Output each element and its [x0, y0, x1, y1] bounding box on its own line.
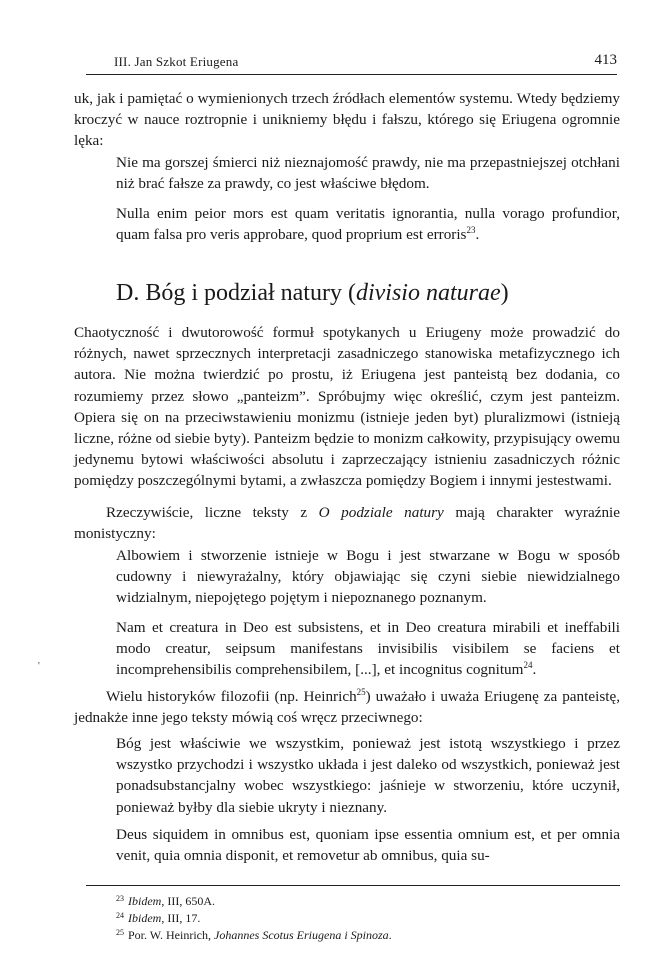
quote-4-end: .: [532, 661, 537, 679]
footnote-ref-23: 23: [466, 225, 476, 236]
section-title-suffix: ): [500, 280, 509, 306]
footnote-25-rest: .: [388, 928, 392, 942]
paragraph-3-after: mają charakter wyraźnie monistyczny:: [74, 504, 621, 543]
quote-5-polish: Bóg jest właściwie we wszystkim, ponieważ jest istotą wszystkiego i przez wszystko przychodzi i wszystko układa i jest daleko od wszystkich, ponieważ jest ponadsubstancjalny wobec wszystkiego: jaśnieje w stworzeniu, które uczynił, ponieważ byłby dla siebie ukryty i nieznany.: [116, 735, 620, 816]
footnote-ref-24: 24: [523, 660, 533, 671]
quote-4-text: Nam et creatura in Deo est subsistens, et in Deo creatura mirabili et ineffabili modo creatur, seipsum manifestans invisibilis visibilem se faciens et incomprehensibilis comprehensibilem, [...], et incognitus cognitum: [116, 619, 620, 679]
footnote-divider: [86, 885, 620, 886]
footnote-25-italic: Johannes Scotus Eriugena i Spinoza: [214, 928, 389, 942]
paragraph-4-before: Wielu historyków filozofii (np. Heinrich: [106, 688, 357, 705]
paragraph-4: [74, 686, 620, 728]
footnote-25-plain: Por. W. Heinrich,: [128, 928, 214, 942]
footnote-24-italic: Ibidem: [128, 911, 162, 925]
footnote-23: [116, 894, 215, 909]
running-header: [86, 52, 617, 75]
page-number: 413: [594, 52, 617, 68]
footnote-23-italic: Ibidem: [128, 894, 162, 908]
footnote-25: [116, 928, 392, 943]
quote-2-text: Nulla enim peior mors est quam veritatis ignorantia, nulla vorago profundior, quam falsa pro veris approbare, quod proprium est erroris: [116, 205, 620, 244]
footnote-24: [116, 911, 200, 926]
paragraph-3-before: Rzeczywiście, liczne teksty z: [106, 504, 319, 521]
section-title-prefix: D. Bóg i podział natury (: [116, 280, 356, 306]
paragraph-3: [74, 502, 620, 544]
paragraph-1: uk, jak i pamiętać o wymienionych trzech źródłach elementów systemu. Wtedy będziemy kroczyć w nauce roztropnie i unikniemy błędu i fałszu, którego się Eriugena ogromnie lęka:: [74, 90, 620, 150]
margin-mark: ': [38, 661, 40, 672]
footnote-ref-25: 25: [356, 687, 366, 697]
running-head-title: III. Jan Szkot Eriugena: [114, 54, 239, 69]
section-title-italic: divisio naturae: [355, 280, 501, 306]
work-title-italic: O podziale natury: [318, 504, 444, 521]
quote-1-polish: Nie ma gorszej śmierci niż nieznajomość prawdy, nie ma przepastniejszej otchłani niż brać fałsze za prawdy, co jest właściwe błędom.: [116, 154, 620, 193]
quote-6-latin: Deus siquidem in omnibus est, quoniam ipse essentia omnium est, et per omnia venit, quia omnia disponit, et removetur ab omnibus, quia su-: [116, 826, 620, 865]
quote-2-latin: [116, 203, 620, 245]
paragraph-2: Chaotyczność i dwutorowość formuł spotykanych u Eriugeny może prowadzić do różnych, nawet sprzecznych interpretacji zasadniczego stanowiska metafizycznego ich autora. Nie można twierdzić po prostu, iż Eriugena jest panteistą bez dodania, co rozumiemy przez słowo „panteizm”. Spróbujmy więc określić, czym jest panteizm. Opiera się on na przeciwstawieniu monizmu (istnieje jeden byt) pluralizmowi (istnieją liczne, różne od siebie byty). Panteizm będzie to monizm całkowity, przypisujący owemu jedynemu bytowi właściwości absolutu i zaprzeczający istnieniu zasadniczych różnic pomiędzy poszczególnymi bytami, a zwłaszcza pomiędzy Bogiem i innymi jestestwami.: [74, 324, 620, 490]
footnote-23-number: 23: [116, 894, 124, 903]
quote-4-latin: [116, 617, 620, 681]
footnote-24-number: 24: [116, 911, 124, 920]
section-title: [116, 280, 509, 307]
quote-2-end: .: [475, 226, 480, 244]
quote-3-polish: Albowiem i stworzenie istnieje w Bogu i jest stwarzane w Bogu w sposób cudowny i niewyrażalny, który objawiając się czyni siebie niewidzialnego widzialnym, niepojętego pojętym i niepoznanego poznanym.: [116, 547, 620, 607]
footnote-25-number: 25: [116, 928, 124, 937]
footnote-24-rest: , III, 17.: [161, 911, 201, 925]
paragraph-4-after: ) uważało i uważa Eriugenę za panteistę, jednakże inne jego teksty mówią coś wręcz przeciwnego:: [74, 688, 620, 727]
footnote-23-rest: , III, 650A.: [161, 894, 215, 908]
